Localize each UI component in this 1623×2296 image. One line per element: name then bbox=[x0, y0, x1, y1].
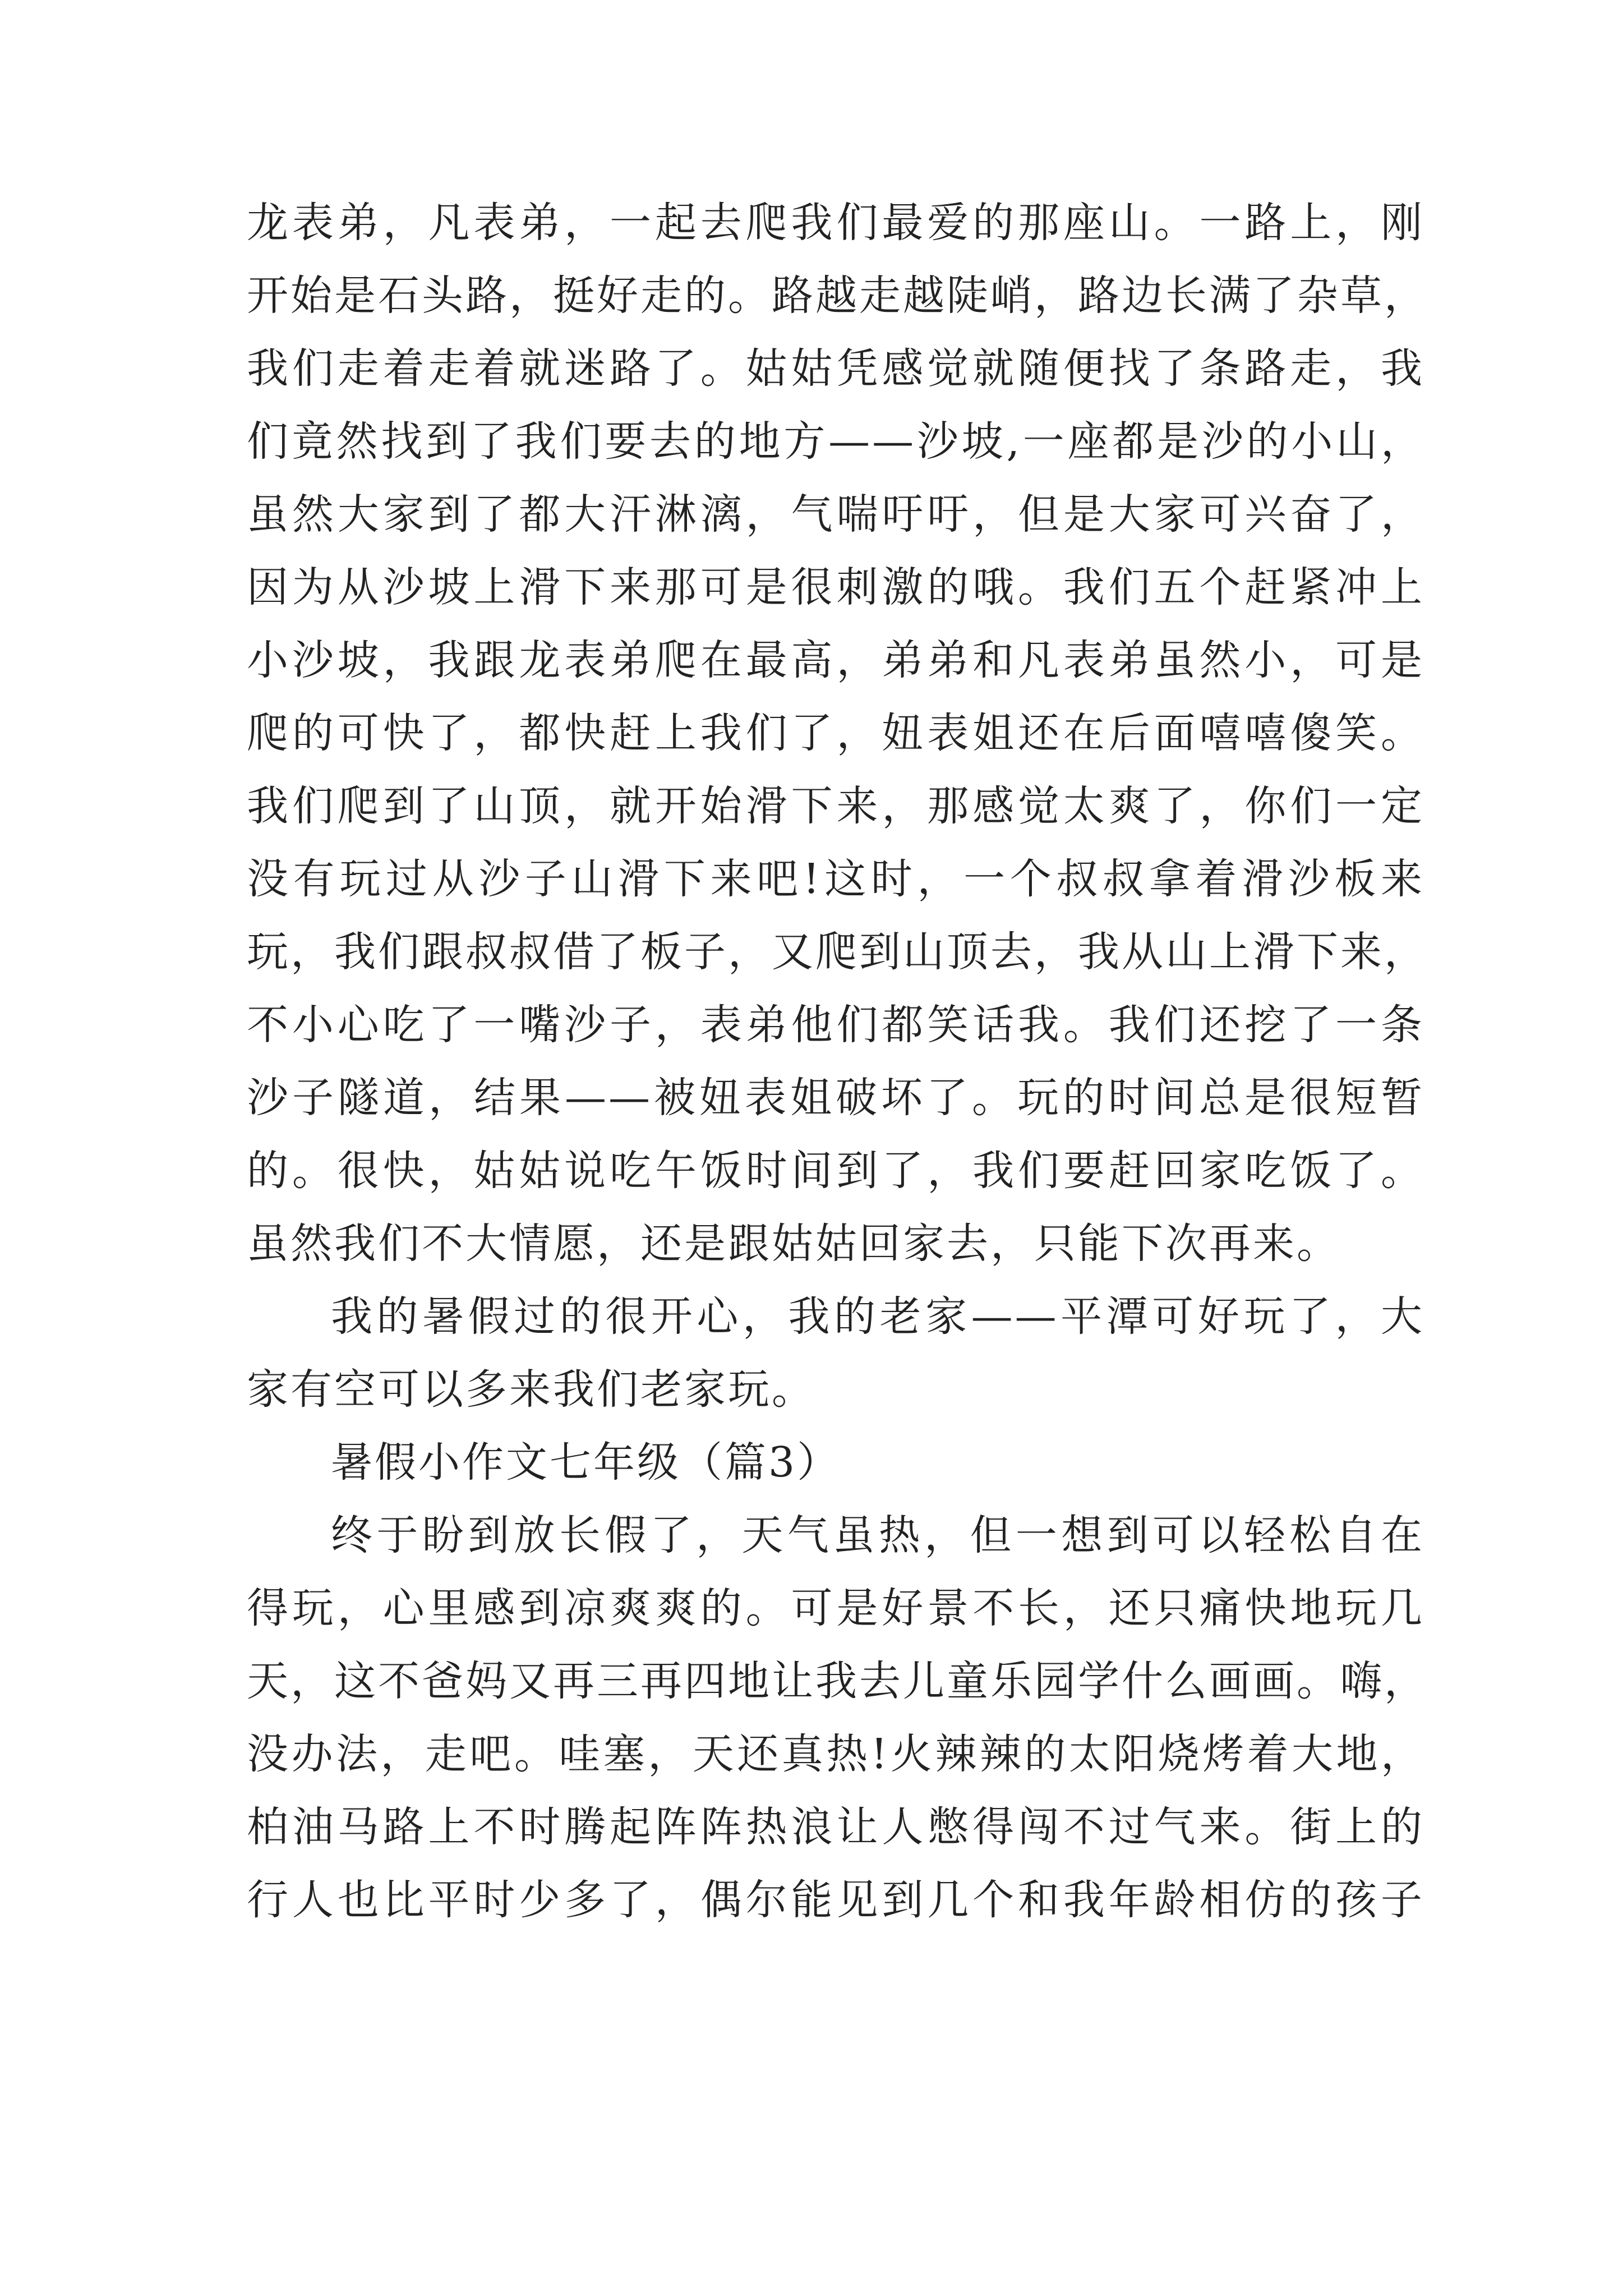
section-heading: 暑假小作文七年级（篇3） bbox=[331, 1438, 841, 1487]
text-line: 柏油马路上不时腾起阵阵热浪让人憋得闯不过气来。街上的 bbox=[247, 1803, 1424, 1851]
text-line: 因为从沙坡上滑下来那可是很刺激的哦。我们五个赶紧冲上 bbox=[247, 563, 1424, 611]
text-line: 终于盼到放长假了，天气虽热，但一想到可以轻松自在 bbox=[331, 1511, 1424, 1559]
text-line: 不小心吃了一嘴沙子，表弟他们都笑话我。我们还挖了一条 bbox=[247, 1001, 1424, 1049]
text-line: 虽然大家到了都大汗淋漓，气喘吁吁，但是大家可兴奋了， bbox=[247, 490, 1424, 539]
text-line: 行人也比平时少多了，偶尔能见到几个和我年龄相仿的孩子 bbox=[247, 1876, 1424, 1924]
text-line: 家有空可以多来我们老家玩。 bbox=[247, 1365, 815, 1414]
text-line: 小沙坡，我跟龙表弟爬在最高，弟弟和凡表弟虽然小，可是 bbox=[247, 636, 1424, 684]
text-line: 玩，我们跟叔叔借了板子，又爬到山顶去，我从山上滑下来， bbox=[247, 928, 1428, 976]
text-line: 们竟然找到了我们要去的地方——沙坡,一座都是沙的小山， bbox=[247, 417, 1424, 466]
text-line: 的。很快，姑姑说吃午饭时间到了，我们要赶回家吃饭了。 bbox=[247, 1147, 1424, 1195]
text-line: 龙表弟，凡表弟，一起去爬我们最爱的那座山。一路上，刚 bbox=[247, 199, 1424, 247]
text-line: 开始是石头路，挺好走的。路越走越陡峭，路边长满了杂草， bbox=[247, 272, 1428, 320]
text-line: 爬的可快了，都快赶上我们了，妞表姐还在后面嘻嘻傻笑。 bbox=[247, 709, 1424, 757]
text-line: 我们爬到了山顶，就开始滑下来，那感觉太爽了，你们一定 bbox=[247, 782, 1424, 830]
text-line: 得玩，心里感到凉爽爽的。可是好景不长，还只痛快地玩几 bbox=[247, 1584, 1424, 1632]
text-line: 沙子隧道，结果——被妞表姐破坏了。玩的时间总是很短暂 bbox=[247, 1074, 1424, 1122]
text-line: 没有玩过从沙子山滑下来吧!这时，一个叔叔拿着滑沙板来 bbox=[247, 855, 1424, 903]
text-line: 虽然我们不大情愿，还是跟姑姑回家去，只能下次再来。 bbox=[247, 1220, 1340, 1268]
text-line: 没办法，走吧。哇塞，天还真热!火辣辣的太阳烧烤着大地， bbox=[247, 1730, 1424, 1778]
text-line: 我的暑假过的很开心，我的老家——平潭可好玩了，大 bbox=[331, 1292, 1424, 1341]
text-line: 我们走着走着就迷路了。姑姑凭感觉就随便找了条路走，我 bbox=[247, 344, 1424, 393]
essay-text bbox=[247, 186, 1428, 1936]
text-line: 天，这不爸妈又再三再四地让我去儿童乐园学什么画画。嗨， bbox=[247, 1657, 1428, 1705]
